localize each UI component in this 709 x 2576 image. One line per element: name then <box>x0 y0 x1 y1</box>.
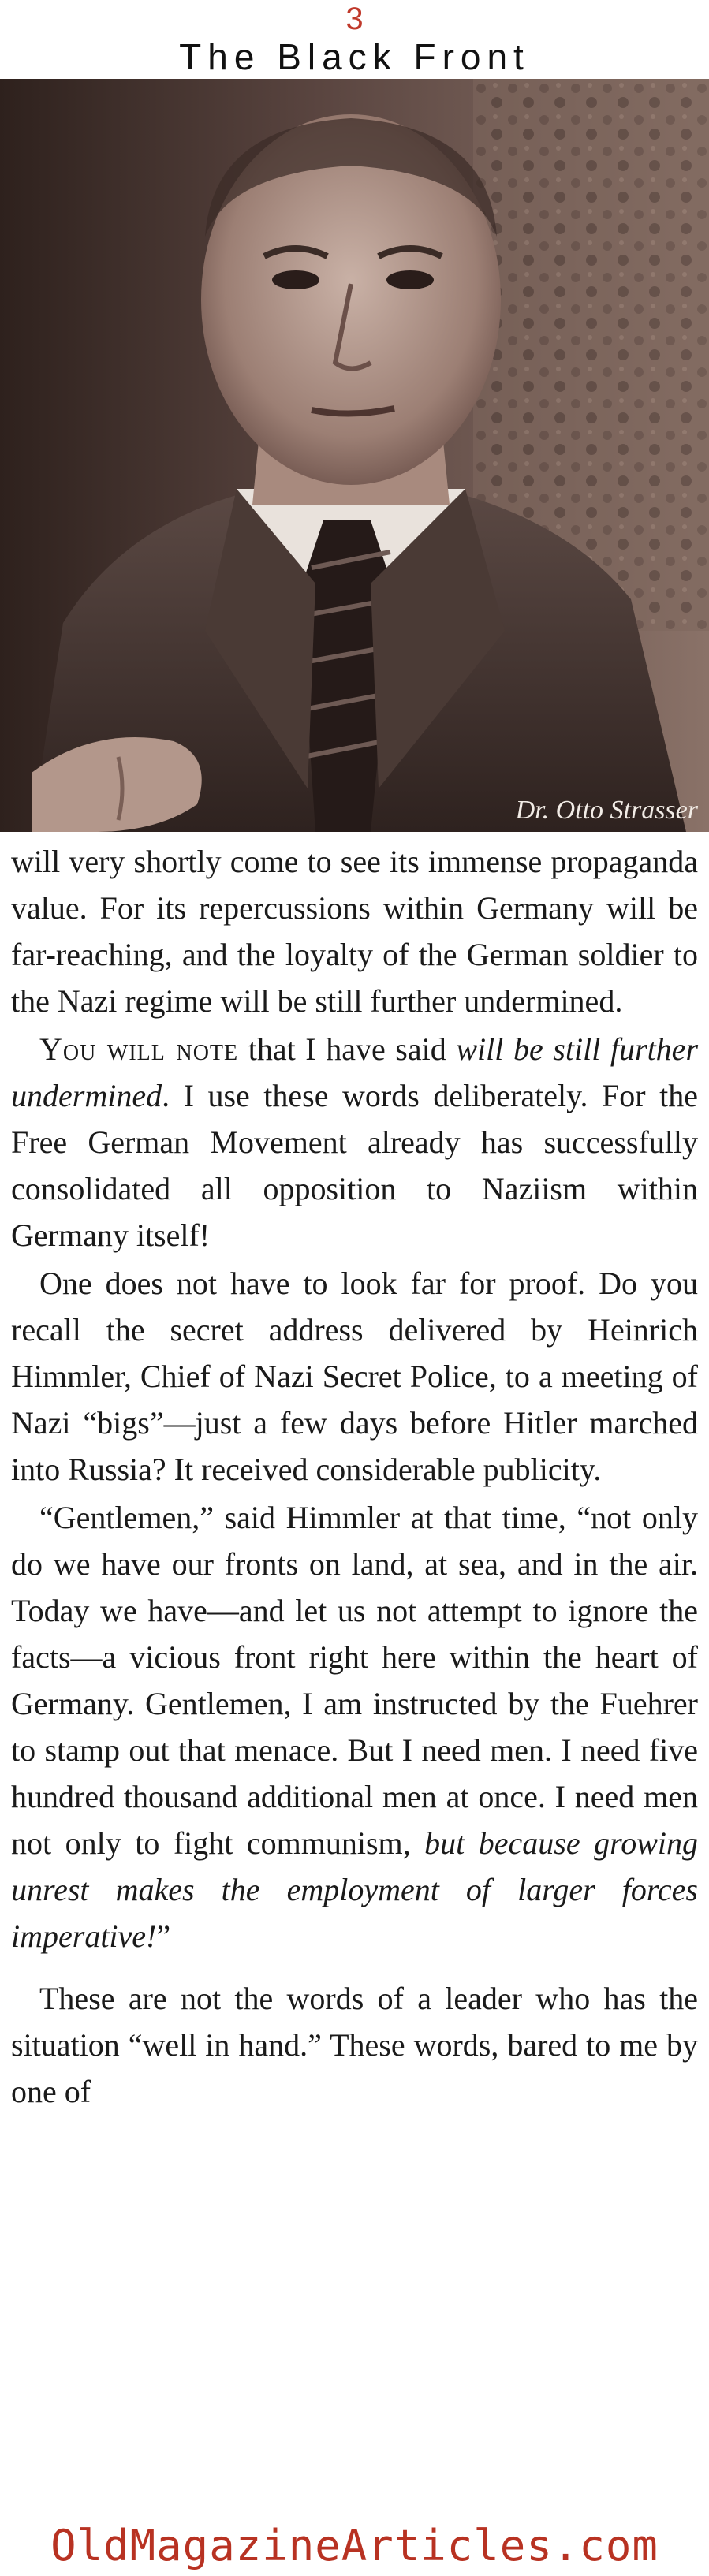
paragraph-4-text-a: “Gentlemen,” said Himmler at that time, “not only do we have our fronts on land, at sea, and in the air. Today we have—and let us not attempt to ignore the facts—a vicious front right here within the heart of Germany. Gentlemen, I am instructed by the Fuehrer to stamp out that menace. But I need men. I need five hundred thousand additional men at once. I need men not only to fight communism, <box>11 1500 698 1861</box>
paragraph-4-text-b: ” <box>156 1918 171 1954</box>
photo-caption: Dr. Otto Strasser <box>515 796 698 825</box>
paragraph-2 <box>11 1026 698 1258</box>
paragraph-2-lead: You will note <box>39 1031 239 1067</box>
masthead-title: The Black Front <box>179 36 530 77</box>
paragraph-2-text-b: . I use these words deliberately. For the Free German Movement already has successfully consolidated all opposition to Naziism within Germany itself! <box>11 1078 698 1253</box>
paragraph-2-emphasis: will be still further undermined <box>11 1031 699 1113</box>
paragraph-4-emphasis: but because growing unrest makes the employment of larger forces imperative! <box>11 1825 698 1954</box>
article-body <box>0 832 709 2511</box>
source-footer: OldMagazineArticles.com <box>50 2521 659 2570</box>
paragraph-3: One does not have to look far for proof. Do you recall the secret address delivered by Heinrich Himmler, Chief of Nazi Secret Police, to a meeting of Nazi “bigs”—just a few days before Hitler marched into Russia? It received considerable publicity. <box>11 1266 698 1487</box>
paragraph-2-text-a: that I have said <box>238 1031 457 1067</box>
portrait-photo <box>0 79 709 832</box>
page-number: 3 <box>345 2 364 36</box>
portrait-illustration <box>0 79 709 832</box>
paragraph-5: These are not the words of a leader who has the situation “well in hand.” These words, bared to me by one of <box>11 1981 698 2109</box>
paragraph-4 <box>11 1494 698 1959</box>
paragraph-spacer <box>11 1959 698 1975</box>
paragraph-1: will very shortly come to see its immense propaganda value. For its repercussions within Germany will be far-reaching, and the loyalty of the German soldier to the Nazi regime will be still further undermined. <box>11 844 698 1019</box>
